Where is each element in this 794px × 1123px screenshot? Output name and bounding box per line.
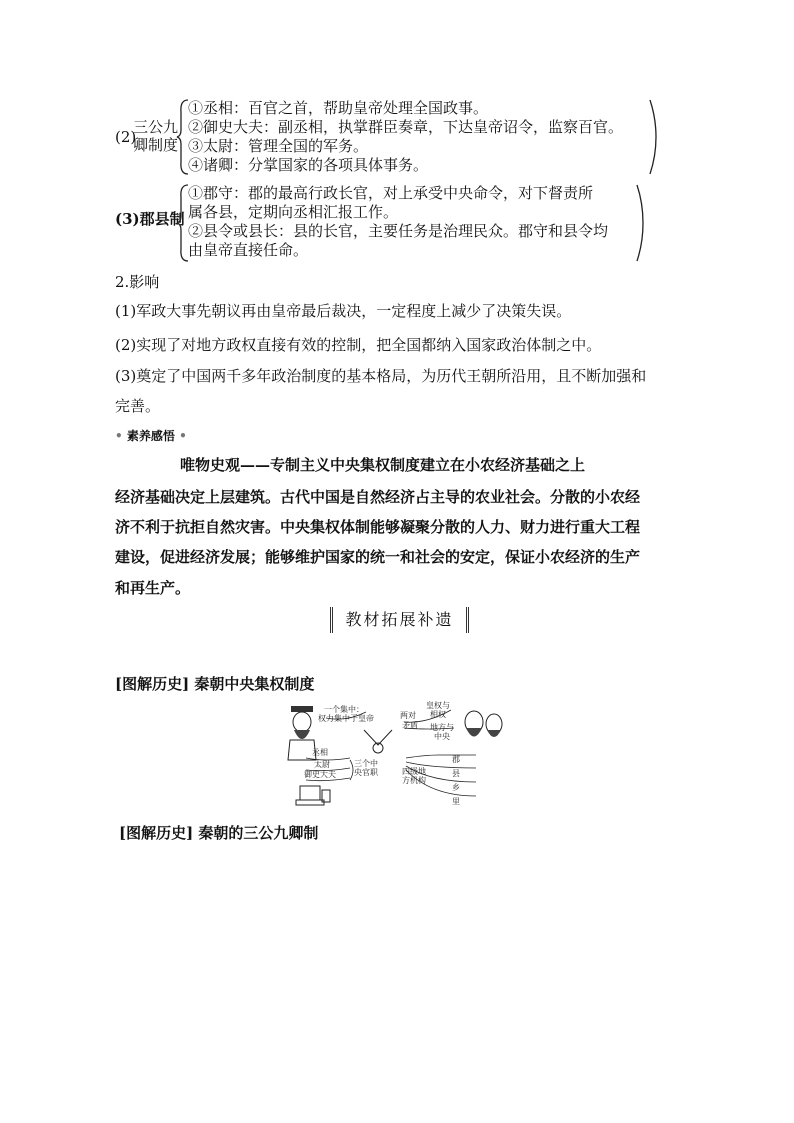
impact-point-2: (2)实现了对地方政权直接有效的控制，把全国都纳入国家政治体制之中。 <box>115 336 602 354</box>
diagram-label-contra2: 矛盾 <box>402 721 418 730</box>
diagram-label-xiang: 乡 <box>452 783 460 792</box>
impact-point-3-cont: 完善。 <box>115 397 161 415</box>
suyang-line-2: 济不利于抗拒自然灾害。中央集权体制能够凝聚分散的人力、财力进行重大工程 <box>115 518 641 536</box>
junxian-label: (3)郡县制 <box>115 210 185 228</box>
diagram-label-huangquan: 皇权与 <box>426 701 450 710</box>
diagram-label-zhongyang: 中央 <box>434 732 450 741</box>
diagram-label-two-contra: 两对 <box>400 711 416 720</box>
sangong-item-3: ③太尉：管理全国的军务。 <box>188 137 369 155</box>
junxian-line-4: 由皇帝直接任命。 <box>188 241 309 259</box>
diagram-label-yushi: 御史大夫 <box>304 770 336 779</box>
textbook-section-header: 教材拓展补遗 <box>330 607 469 633</box>
diagram1-title: [图解历史] 秦朝中央集权制度 <box>115 675 315 693</box>
suyang-line-1: 经济基础决定上层建筑。古代中国是自然经济占主导的农业社会。分散的小农经 <box>115 488 641 506</box>
computer-icon <box>296 786 330 805</box>
impact-point-1: (1)军政大事先朝议再由皇帝最后裁决，一定程度上减少了决策失误。 <box>115 302 572 320</box>
diagram-label-taiwei: 太尉 <box>314 760 330 769</box>
junxian-line-1: ①郡守：郡的最高行政长官，对上承受中央命令，对下督责所 <box>188 184 594 202</box>
dot-icon: • <box>115 429 123 443</box>
diagram-label-difang: 地方与 <box>430 723 454 732</box>
minister-figures-icon <box>465 711 502 737</box>
sangong-num: (2) <box>115 128 137 146</box>
sangong-item-2: ②御史大夫：副丞相，执掌群臣奏章，下达皇帝诏令，监察百官。 <box>188 118 624 136</box>
sangong-label-1: 三公九 <box>133 118 179 136</box>
right-bracket-icon <box>648 98 658 176</box>
sangong-item-1: ①丞相：百官之首，帮助皇帝处理全国政事。 <box>188 99 489 117</box>
diagram-label-chengxiang: 丞相 <box>312 748 328 757</box>
suyang-tag-text: 素养感悟 <box>126 429 175 443</box>
suyang-line-4: 和再生产。 <box>115 579 191 597</box>
sangong-label-2: 卿制度 <box>133 136 179 154</box>
impact-point-3: (3)奠定了中国两千多年政治制度的基本格局，为历代王朝所沿用，且不断加强和 <box>115 367 647 385</box>
diagram-label-li: 里 <box>452 797 460 806</box>
diagram-label-one-center: 一个集中： <box>324 705 364 714</box>
junxian-line-3: ②县令或县长：县的长官，主要任务是治理民众。郡守和县令均 <box>188 222 609 240</box>
suyang-title: 唯物史观——专制主义中央集权制度建立在小农经济基础之上 <box>180 456 586 474</box>
hub-icon <box>364 730 392 753</box>
qin-centralization-diagram <box>286 700 506 810</box>
diagram-label-officials: 央官职 <box>354 768 378 777</box>
junxian-line-2: 属各县，定期向丞相汇报工作。 <box>188 203 399 221</box>
right-bracket-icon-2 <box>635 183 645 263</box>
impact-heading: 2.影响 <box>115 273 160 291</box>
diagram-label-local-org: 方机构 <box>402 776 426 785</box>
sangong-item-4: ④诸卿：分掌国家的各项具体事务。 <box>188 156 429 174</box>
suyang-line-3: 建设，促进经济发展；能够维护国家的统一和社会的安定，保证小农经济的生产 <box>115 548 641 566</box>
diagram2-title: [图解历史] 秦朝的三公九卿制 <box>119 824 319 842</box>
diagram-label-jun: 郡 <box>452 755 460 764</box>
diagram-label-power: 权力集中于皇帝 <box>318 714 374 723</box>
diagram-label-xian: 县 <box>452 769 460 778</box>
dot-icon-2: • <box>179 429 187 443</box>
diagram-label-three-center: 三个中 <box>354 759 378 768</box>
suyang-tag <box>115 428 187 444</box>
diagram-label-xiangquan: 相权 <box>430 710 446 719</box>
diagram-label-four-levels: 四级地 <box>402 767 426 776</box>
